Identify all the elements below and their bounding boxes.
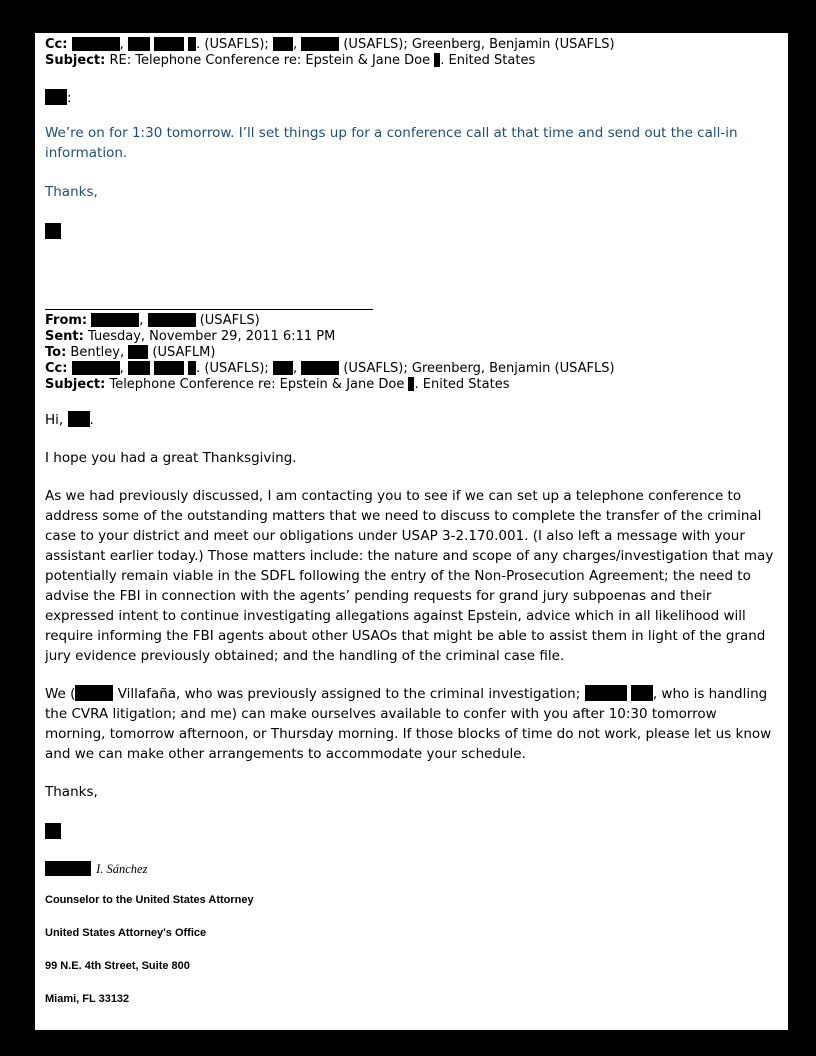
reply-thanks: Thanks, — [45, 184, 98, 200]
redaction — [45, 823, 61, 839]
redaction — [91, 313, 139, 327]
subject-text: Telephone Conference re: Epstein & Jane Doe — [109, 377, 405, 392]
subject-text: RE: Telephone Conference re: Epstein & Jane Doe — [109, 53, 431, 68]
redaction — [188, 37, 196, 51]
cc-text: . (USAFLS); — [196, 361, 269, 376]
cc-line: Cc: , . (USAFLS); , (USAFLS); Greenberg, Benjamin (USAFLS) — [45, 361, 615, 376]
redaction — [75, 685, 113, 701]
redaction — [273, 37, 293, 51]
from-label: From: — [45, 313, 88, 328]
paragraph-availability: We ( Villafaña, who was previously assigned to the criminal investigation; , who is handling the CVRA litigation; and me) can make ourselves available to confer with you after 10:30 tomorrow morning, tomorrow afternoon, or Thursday morning. If those blocks of time do not work, please let us know and we can make other arrangements to accommodate your schedule. — [45, 686, 772, 762]
to-line — [45, 345, 215, 361]
redaction — [301, 37, 339, 51]
redaction — [68, 411, 90, 427]
cc-label: Cc: — [45, 37, 68, 52]
cc-text: (USAFLS); Greenberg, Benjamin (USAFLS) — [343, 37, 615, 52]
redaction — [154, 37, 184, 51]
redaction — [128, 361, 150, 375]
to-tail: (USAFLM) — [152, 345, 216, 360]
redaction — [128, 345, 148, 359]
redaction — [45, 89, 67, 105]
sent-line — [45, 329, 335, 345]
signature-name: I. Sánchez — [45, 858, 147, 877]
redaction — [631, 685, 653, 701]
subject-label: Subject: — [45, 53, 106, 68]
subject-line — [45, 377, 509, 393]
redaction — [72, 37, 120, 51]
subject-tail: . Enited States — [414, 377, 510, 392]
paragraph-matters: As we had previously discussed, I am contacting you to see if we can set up a telephone conference to address some of the outstanding matters that we need to discuss to complete the transfer of the criminal case to your district and meet our obligations under USAP 3-2.170.001. (I also left a message with your assistant earlier today.) Those matters include: the nature and scope of any charges/investigation that may potentially remain viable in the SDFL following the entry of the Non-Prosecution Agreement; the need to advise the FBI in connection with the agents’ pending requests for grand jury subpoenas and their expressed intent to continue investigating allegations against Epstein, advice which in all likelihood will require informing the FBI agents about other USAOs that might be able to assist them in light of the grand jury evidence previously obtained; and the handling of the criminal case file. — [45, 488, 774, 664]
signature-city: Miami, FL 33132 — [45, 993, 130, 1005]
signature-address: 99 N.E. 4th Street, Suite 800 — [45, 960, 190, 972]
redaction — [273, 361, 293, 375]
reply-subject-line — [45, 53, 535, 69]
redaction — [148, 313, 196, 327]
from-text: (USAFLS) — [199, 313, 260, 328]
document-page — [35, 33, 788, 1030]
redaction — [301, 361, 339, 375]
closing-thanks: Thanks, — [45, 784, 98, 800]
subject-label: Subject: — [45, 377, 106, 392]
redaction — [45, 223, 61, 239]
redaction — [128, 37, 150, 51]
to-label: To: — [45, 345, 67, 360]
cc-text: . (USAFLS); — [196, 37, 269, 52]
message-separator — [45, 309, 373, 310]
paragraph-thanksgiving: I hope you had a great Thanksgiving. — [45, 450, 297, 466]
sent-text: Tuesday, November 29, 2011 6:11 PM — [88, 329, 336, 344]
subject-tail: . Enited States — [440, 53, 536, 68]
reply-body: We’re on for 1:30 tomorrow. I’ll set things up for a conference call at that time and send out the call-in information. — [45, 125, 738, 161]
redaction — [154, 361, 184, 375]
hi-line: Hi, . — [45, 412, 94, 428]
reply-cc-line: Cc: , . (USAFLS); , (USAFLS); Greenberg, Benjamin (USAFLS) — [45, 37, 615, 52]
sent-label: Sent: — [45, 329, 84, 344]
redaction — [585, 685, 627, 701]
redaction — [72, 361, 120, 375]
cc-label: Cc: — [45, 361, 68, 376]
to-text: Bentley, — [70, 345, 125, 360]
redaction — [188, 361, 196, 375]
cc-text: (USAFLS); Greenberg, Benjamin (USAFLS) — [343, 361, 615, 376]
signature-title: Counselor to the United States Attorney — [45, 894, 254, 906]
redaction — [45, 861, 91, 876]
signature-office: United States Attorney's Office — [45, 927, 207, 939]
from-line: From: , (USAFLS) — [45, 313, 260, 328]
reply-greeting: : — [45, 88, 72, 108]
